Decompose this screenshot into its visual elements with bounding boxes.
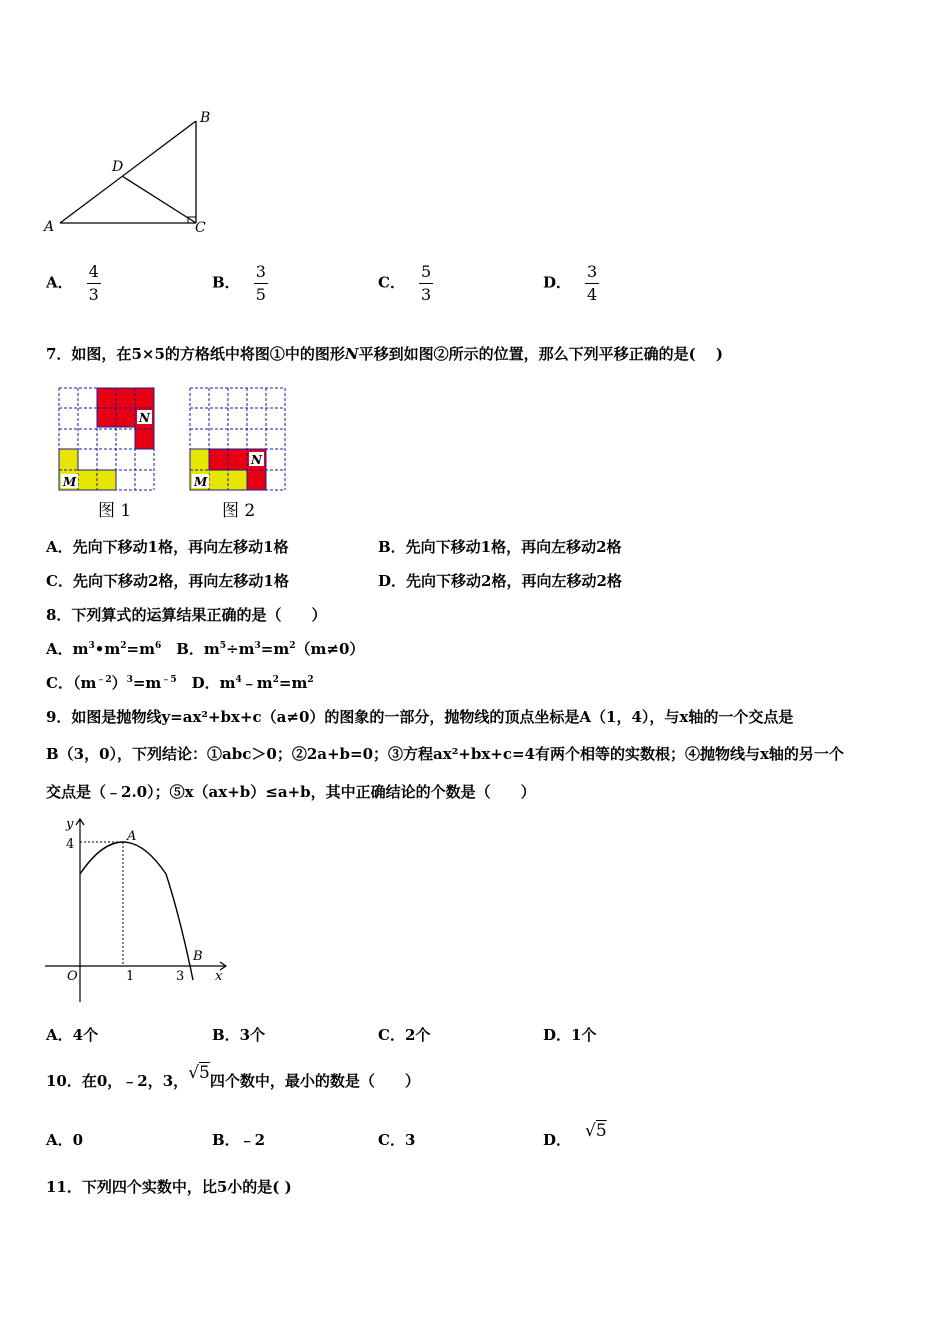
label-origin: O <box>67 969 78 984</box>
q10-option-a[interactable]: A．0 <box>46 1131 84 1149</box>
label-four: 4 <box>66 837 75 852</box>
parabola-graph <box>40 812 235 1007</box>
q8-stem: 8．下列算式的运算结果正确的是（ ） <box>46 606 327 624</box>
label-y: y <box>66 817 74 832</box>
label-n-fig2: N <box>251 453 262 467</box>
fraction: $\frac{5}{3}$ <box>420 262 432 304</box>
sqrt-five: √5 <box>188 1063 210 1083</box>
q11-stem: 11．下列四个实数中，比5小的是( ) <box>46 1178 292 1196</box>
label-point-b: B <box>193 949 203 964</box>
label-d: D <box>112 159 124 175</box>
fraction: $\frac{3}{5}$ <box>255 262 266 304</box>
q7-stem: 7．如图，在5×5的方格纸中将图①中的图形N平移到如图②所示的位置，那么下列平移正确的是( ) <box>46 345 724 363</box>
q6-option-a[interactable]: A． $\frac{4}{3}$ <box>46 262 99 304</box>
label-m-fig2: M <box>194 475 208 489</box>
q9-stem-line-3: 交点是（﹣2.0）；⑤x（ax+b）≤a+b，其中正确结论的个数是（ ） <box>46 783 536 801</box>
label-b: B <box>200 110 211 126</box>
label-vertex-a: A <box>127 829 137 844</box>
q7-option-b[interactable]: B．先向下移动1格，再向左移动2格 <box>378 538 622 556</box>
sqrt-five: √5 <box>585 1121 607 1141</box>
parabola-curve <box>80 842 193 980</box>
q7-option-a[interactable]: A．先向下移动1格，再向左移动1格 <box>46 538 289 556</box>
q9-option-c[interactable]: C．2个 <box>378 1026 431 1044</box>
fraction: $\frac{3}{4}$ <box>587 262 598 304</box>
label-x: x <box>215 969 223 984</box>
label-x1: 1 <box>126 969 135 984</box>
q9-option-d[interactable]: D．1个 <box>543 1026 597 1044</box>
q9-stem-line-1: 9．如图是抛物线y=ax²+bx+c（a≠0）的图象的一部分，抛物线的顶点坐标是A（1，4），与x轴的一个交点是 <box>46 708 794 726</box>
q9-option-b[interactable]: B．3个 <box>212 1026 266 1044</box>
q10-stem: 10．在0，﹣2，3，√5四个数中，最小的数是（ ） <box>46 1063 420 1090</box>
label-n-fig1: N <box>139 411 150 425</box>
q9-option-a[interactable]: A．4个 <box>46 1026 99 1044</box>
label-c: C <box>195 220 206 236</box>
q10-option-c[interactable]: C．3 <box>378 1131 416 1149</box>
label-x3: 3 <box>176 969 185 984</box>
q8-options-row-2[interactable]: C．$(m^{﹣2})^3=m^{﹣5}$ D．$m^4﹣m^2=m^2$ <box>46 674 314 692</box>
q6-option-b[interactable]: B． $\frac{3}{5}$ <box>212 262 266 304</box>
q8-options-row-1[interactable]: A．$m^3•m^2=m^6$ B．$m^5\div m^3=m^2(m\ne 0)$ <box>46 640 365 658</box>
label-a: A <box>44 219 55 235</box>
fraction: $\frac{4}{3}$ <box>88 262 99 304</box>
q6-option-c[interactable]: C． $\frac{5}{3}$ <box>378 262 432 304</box>
segment-dc <box>122 176 196 223</box>
q7-option-d[interactable]: D．先向下移动2格，再向左移动2格 <box>378 572 622 590</box>
segment-ab <box>60 121 196 223</box>
grid-figure-1 <box>56 386 160 494</box>
q10-option-d[interactable]: D． √5 <box>543 1121 607 1149</box>
label-m-fig1: M <box>63 475 77 489</box>
grid-figure-2 <box>187 386 291 494</box>
q7-option-c[interactable]: C．先向下移动2格，再向左移动1格 <box>46 572 289 590</box>
figure-2-caption: 图 2 <box>222 501 256 521</box>
q9-stem-line-2: B（3，0），下列结论：①abc＞0；②2a+b=0；③方程ax²+bx+c=4有两个相等的实数根；④抛物线与x轴的另一个 <box>46 745 844 763</box>
triangle-figure <box>40 105 220 240</box>
figure-1-caption: 图 1 <box>98 501 132 521</box>
q6-option-d[interactable]: D． $\frac{3}{4}$ <box>543 262 598 304</box>
q10-option-b[interactable]: B．﹣2 <box>212 1131 266 1149</box>
